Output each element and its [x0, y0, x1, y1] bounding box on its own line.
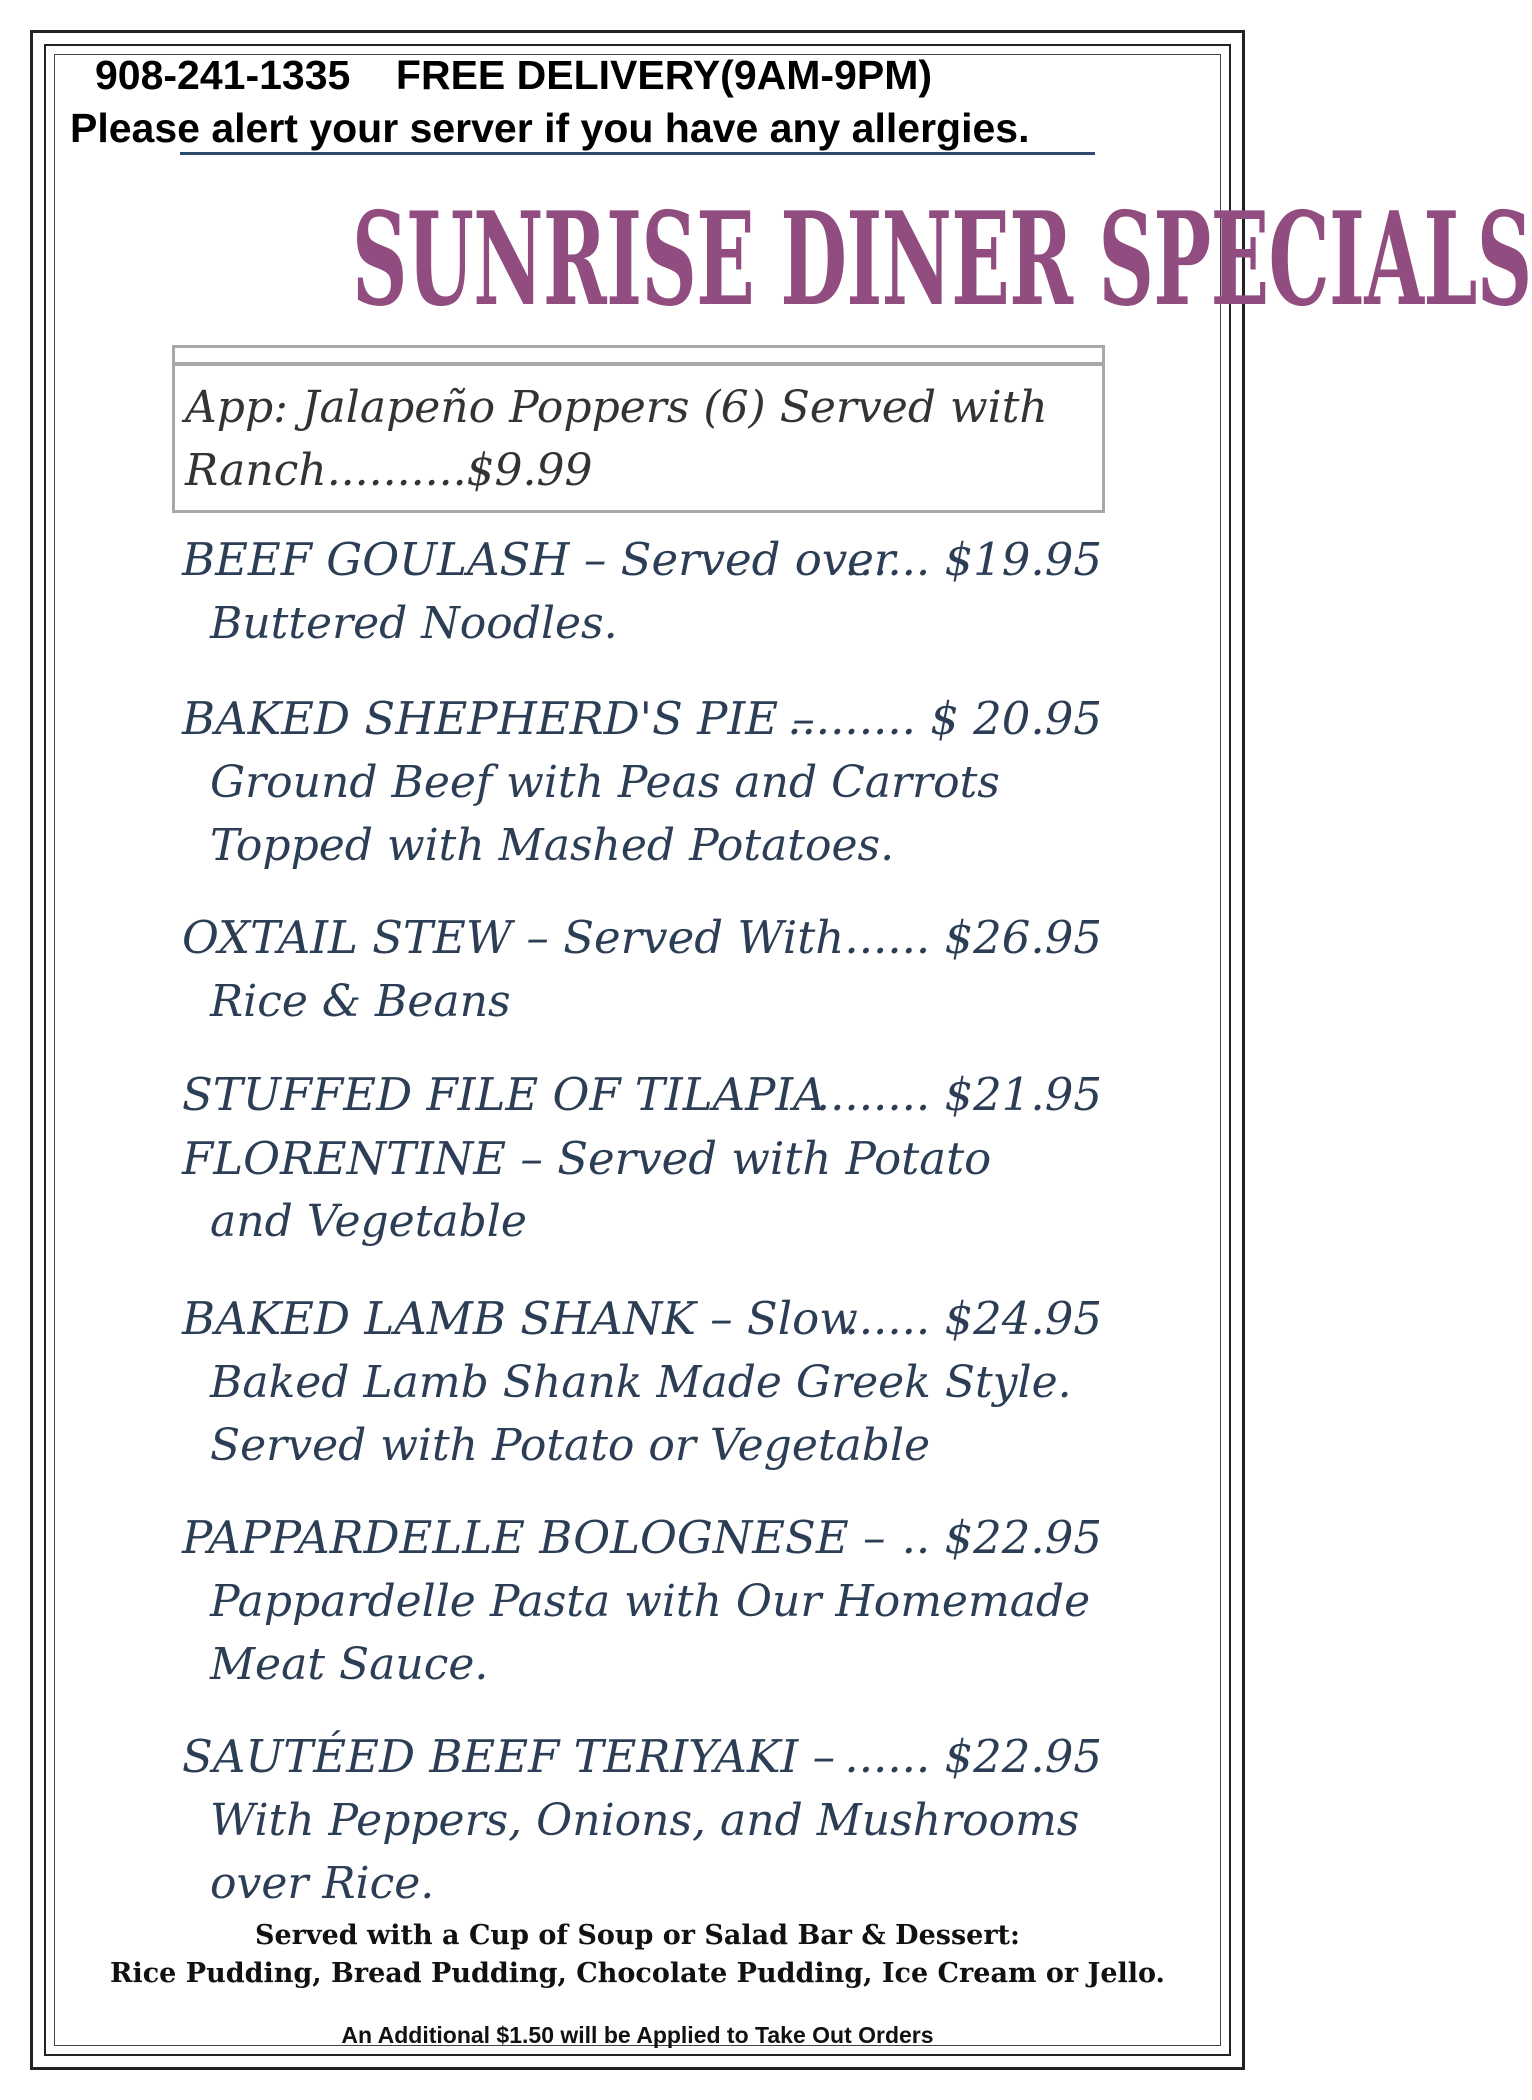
item-description: Buttered Noodles. — [210, 598, 618, 649]
menu-item-oxtail-stew — [182, 906, 1102, 1033]
allergy-notice: Please alert your server if you have any allergies. — [70, 105, 1030, 151]
sides-note: Served with a Cup of Soup or Salad Bar & Dessert: — [255, 1920, 1020, 1951]
appetizer-text — [185, 376, 1085, 502]
menu-item-beef-goulash — [182, 528, 1102, 655]
item-name-continued: FLORENTINE – Served with Potato — [182, 1132, 992, 1185]
item-description: Topped with Mashed Potatoes. — [210, 820, 895, 871]
item-description: over Rice. — [210, 1858, 435, 1909]
appetizer-line-2: Ranch..........$9.99 — [185, 445, 593, 496]
item-name: SAUTÉED BEEF TERIYAKI – — [182, 1730, 836, 1783]
item-description: Ground Beef with Peas and Carrots — [210, 757, 1000, 808]
appetizer-box-rule — [175, 362, 1102, 366]
item-name: BEEF GOULASH – Served over — [182, 533, 896, 586]
phone-number: 908-241-1335 — [95, 52, 351, 98]
item-price: ...... $26.95 — [844, 911, 1102, 964]
takeout-fee-note: An Additional $1.50 will be Applied to Take Out Orders — [341, 2022, 934, 2048]
item-name: OXTAIL STEW – Served With — [182, 911, 845, 964]
menu-item-tilapia-florentine — [182, 1063, 1102, 1253]
item-description: Pappardelle Pasta with Our Homemade — [210, 1576, 1091, 1627]
header-contact-line — [95, 52, 932, 99]
item-price: ...... $19.95 — [844, 533, 1102, 586]
item-description: Baked Lamb Shank Made Greek Style. — [210, 1357, 1072, 1408]
item-description: Meat Sauce. — [210, 1639, 489, 1690]
item-name: PAPPARDELLE BOLOGNESE – — [182, 1511, 886, 1564]
item-description: and Vegetable — [210, 1196, 527, 1247]
item-price: ......... $ 20.95 — [787, 692, 1102, 745]
delivery-info: FREE DELIVERY(9AM-9PM) — [395, 52, 933, 98]
menu-item-beef-teriyaki — [182, 1725, 1102, 1915]
dessert-options: Rice Pudding, Bread Pudding, Chocolate Pudding, Ice Cream or Jello. — [110, 1958, 1165, 1989]
menu-title: SUNRISE DINER SPECIALS — [352, 185, 1532, 335]
item-name: BAKED SHEPHERD'S PIE – — [182, 692, 815, 745]
item-description: With Peppers, Onions, and Mushrooms — [210, 1795, 1080, 1846]
item-price: ...... $24.95 — [844, 1292, 1102, 1345]
menu-item-lamb-shank — [182, 1287, 1102, 1477]
item-price: ...... $22.95 — [844, 1730, 1102, 1783]
menu-item-shepherds-pie — [182, 687, 1102, 877]
item-name: BAKED LAMB SHANK – Slow — [182, 1292, 858, 1345]
appetizer-box — [172, 345, 1105, 513]
item-description: Served with Potato or Vegetable — [210, 1420, 931, 1471]
header-underline — [180, 152, 1095, 155]
item-price: ........ $21.95 — [815, 1068, 1102, 1121]
item-price: .. $22.95 — [901, 1511, 1102, 1564]
appetizer-line-1: App: Jalapeño Poppers (6) Served with — [185, 382, 1048, 433]
menu-item-pappardelle-bolognese — [182, 1506, 1102, 1696]
item-name: STUFFED FILE OF TILAPIA — [182, 1068, 826, 1121]
item-description: Rice & Beans — [210, 976, 511, 1027]
